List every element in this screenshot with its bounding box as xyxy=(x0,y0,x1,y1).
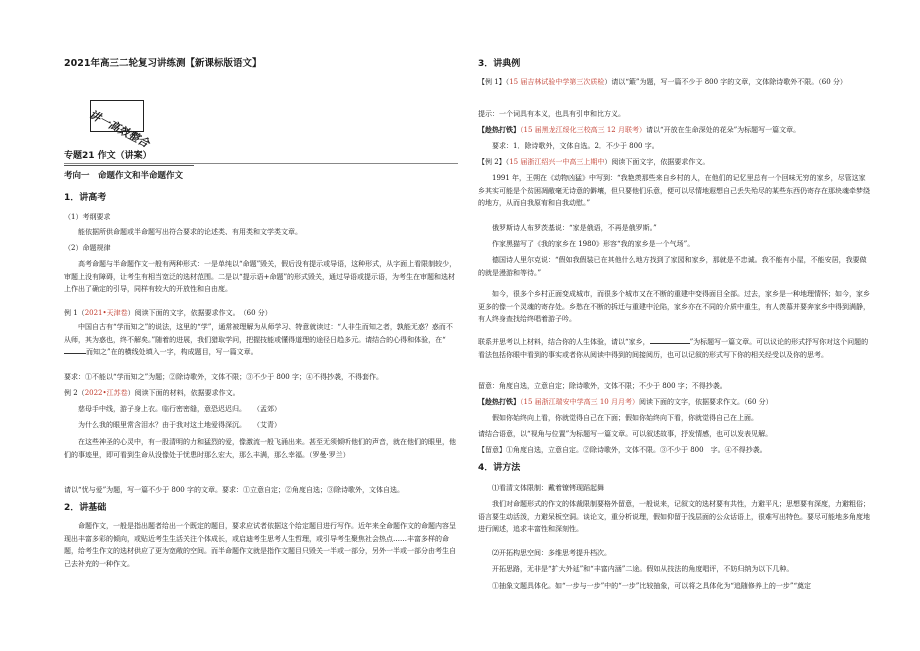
title-blank xyxy=(650,343,690,344)
right-example-2-label: 【例 2】（ xyxy=(478,158,510,166)
practice-2-instruction: 阅读下面的文字，依据要求作文。（60 分） xyxy=(639,398,773,406)
exam-requirement-text: 能依据所供命题或半命题写出符合要求的论述类、有用类和文学类文章。 xyxy=(78,228,302,236)
hometown-note: 留意：角度自选，立意自定；除诗歌外，文体不限；不少于 800 字；不得抄袭。 xyxy=(478,382,727,390)
hometown-prompt xyxy=(478,336,872,361)
example-2-source: 2022•江苏卷 xyxy=(84,389,128,397)
pattern-label: （2）命题规律 xyxy=(64,244,111,252)
example-1-instruction: ）阅读下面的文字，依据要求作文。 （60 分） xyxy=(127,309,272,317)
fill-blank xyxy=(64,353,86,354)
basics-text: 命题作文，一般是指出题者给出一个既定的题目，要求应试者依据这个给定题目进行写作。近年来全命题作文的命题内容呈现出丰富多彩的倾向，或贴近考生生活关注个体成长，或启迪考生思考人生哲理，或引导考生聚焦社会热点……丰富多样的命题，给考生作文的选材供应了更为宽敞的空间。而半命题作文就是指作文题目只毁关一半或一部分，另外一半或一部分由考生自己去补充的一种作文。 xyxy=(64,522,456,568)
heimao-quote: 作家黑猫写了《我的家乡在 1980》形容“我的家乡是一个气场”。 xyxy=(492,240,695,248)
topic-divider xyxy=(64,163,458,164)
method-1-heading: ⑴看清文体限制：戴着镣铐现蹈起舞 xyxy=(492,484,604,492)
document-title: 2021年高三二轮复习讲练测【新课标版语文】 xyxy=(64,58,262,69)
section-jiang-fangfa: 4．讲方法 xyxy=(478,463,521,473)
example-2-requirements: 请以“忧与爱”为题，写一篇不少于 800 字的文章。要求：①立意自定；②角度自选；③除诗歌外，文体自选。 xyxy=(64,486,404,494)
example-1-text xyxy=(64,321,458,359)
perspective-prompt: 请结合语意，以“视角与位置”为标题写一篇文章。可以叙述故事，抒发情感，也可以发表见解。 xyxy=(478,430,773,438)
rilke-quote: 德国诗人里尔克说：“假如我假装已在其他什么地方找到了家园和家乡，那就是不忠诚。我不能有小屋，不能安居，我要做的就是漫游和等待。” xyxy=(478,256,867,277)
section-stamp xyxy=(86,92,158,151)
example-2-instruction: ）阅读下面的材料，依据要求作文。 xyxy=(127,389,240,397)
brodsky-quote: 俄罗斯诗人布罗茨基说：“家是俄语，不再是俄罗斯。” xyxy=(492,224,657,232)
example-2-header xyxy=(64,387,458,400)
stamp-text: 讲一高效整合 xyxy=(86,107,152,151)
example-1-body-end: 而知之”在的横线处填入一字，构成题目，写一篇文章。 xyxy=(86,348,258,356)
example-1-source: 2021•天津卷 xyxy=(84,309,128,317)
hometown-prompt-start: 联系并思考以上材料，结合你的人生体验，请以“家乡， xyxy=(478,338,650,346)
method-2-text: 开拓思路，无非是“扩大外延”和“丰富内涵”二途。假如从技法的角度唱评，不妨归纳为以下几种。 xyxy=(492,565,794,573)
example-2-quote-3: 在这些神圣的心灵中，有一股清明的力和猛烈的爱，像激流一般飞涌出来。甚至无须倾听他们的声音，就在他们的眼里，他们的事迹里，即可看到生命从没像处于忧患时那么宏大，那么丰满，那么幸福。（罗曼·罗兰） xyxy=(64,438,456,459)
example-1-header xyxy=(64,307,458,320)
example-1-requirements: 要求：①不能以“学而知之”为题；②除诗歌外，文体不限；③不少于 800 字；④不得抄袭，不得套作。 xyxy=(64,373,383,381)
example-2-quote-1: 慈母手中线，游子身上衣。临行密密缝，意恐迟迟归。 （孟郊） xyxy=(78,405,281,413)
example-2-label: 例 2（ xyxy=(64,389,85,397)
right-example-2-instruction: ）阅读下面文字，依据要求作文。 xyxy=(604,158,710,166)
method-1-text: 我们对命题形式的作文的体裁限制要格外留意，一般说来，记叙文的选材要有共性，力避平凡；思想要有深度，力避粗俗；语言要生动活泼，力避呆板空洞。谈论文，重分析说理，假如仰留于浅层面的公众话语上，很难写出特色。要尽可能地多角度地进行阐述，追求丰富性和深刻性。 xyxy=(478,500,870,533)
right-example-1-label: 【例 1】（ xyxy=(478,78,510,86)
section-jiang-gaokao: 1．讲高考 xyxy=(64,193,107,203)
pattern-text: 高考命题与半命题作文一般有两种形式：一是单纯以“命题”毁关，假后没有提示或导语，这种形式，从字面上看限制较少，审题上没有障碍，让考生有相当宽泛的选材范围。二是以“提示语+命题”的形式毁关，通过导语或提示语，为考生在审题和选材上作出了确定的引导，同样有较大的开放性和自由度。 xyxy=(64,260,457,293)
direction-heading: 考向一 命题作文和半命题作文 xyxy=(64,171,184,181)
perspective-note: 【留意】①角度自选，立意自定。②除诗歌外，文体不限。③不少于 800 字。④不得抄袭。 xyxy=(478,446,767,454)
hometown-paragraph: 如今，很多个乡村正面变成城市，而很多个城市又在不断的重建中变得面目全部。过去，家乡是一种地理情怀；如今，家乡更多的像一个灵魂的寄存处。乡愁在不断的拆迁与重建中沦陷，家乡亦在不同的介质中重生，有人羡慕并要奔家乡中得到满静，有人终身查找给终唱着游子吟。 xyxy=(478,290,870,323)
perspective-text: 假如你始终向上看，你就觉得自己在下面；假如你始终向下看，你就觉得自己在上面。 xyxy=(492,414,758,422)
right-example-1 xyxy=(478,76,872,89)
practice-2 xyxy=(478,396,872,409)
topic-heading: 专题21 作文（讲案） xyxy=(64,151,152,161)
example-1-label: 例 1（ xyxy=(64,309,85,317)
exam-requirement-label: （1）考纲要求 xyxy=(64,213,111,221)
practice-1-requirements: 要求：1．除诗歌外，文体自选。2．不少于 800 字。 xyxy=(492,142,659,150)
practice-2-label: 【趁热打铁】 xyxy=(478,397,520,406)
practice-2-source: （15 届浙江瑞安中学高三 10 月月考） xyxy=(520,398,639,406)
section-jiang-jichu: 2．讲基础 xyxy=(64,503,107,513)
practice-1-source: （15 届黑龙江绥化三校高三 12 月联考） xyxy=(520,126,646,134)
right-example-1-source: 15 届吉林试验中学第三次质检 xyxy=(509,78,605,86)
right-example-2 xyxy=(478,156,872,169)
example-2-quote-2: 为什么我的眼里常含泪水？由于我对这土地爱得深沉。 （艾青） xyxy=(78,421,281,429)
wang-shuo-quote: 1991 年，王朔在《动物凶猛》中写到：“我艳羡那些来自乡村的人，在他们的记忆里总有一个回味无穷的家乡，尽管这家乡其实可能是个贫困凋敝毫无诗意的僻壤，但只要他们乐意，便可以尽情地遐想自己丢失殆尽的某些东西仍寄存在那块魂牵梦绕的地方，从而自我原宥和自我动慰。” xyxy=(478,174,870,207)
right-example-1-instruction: ）请以“簸”为题，写一篇不少于 800 字的文章，文体除诗歌外不限。（60 分） xyxy=(604,78,847,86)
example-1-body: 中国自古有“学而知之”的说法，这里的“学”，通常被理解为从师学习、特意就读过：“人非生而知之者，孰能无惑？惑而不从师，其为惑也，终不解矣。”随着的进展，我们猎取学问，把握技能或懂得道理的途径日趋多元。请结合的心得和体验，在“ xyxy=(64,323,453,344)
method-2-heading: ⑵开拓构思空间：多维思考提升档次。 xyxy=(492,549,611,557)
right-example-2-source: 15 届浙江绍兴一中高三上期中 xyxy=(509,158,605,166)
practice-1-instruction: 请以“开放在生命深处的花朵”为标题写一篇文章。 xyxy=(646,126,801,134)
practice-1-label: 【趁热打铁】 xyxy=(478,125,520,134)
hometown-prompt-end: ”为标题写一篇文章。可以议论的形式抒写你对这个问题的看法包括你眼中看到的事实或者你从阅读中得到的间接阅历，也可以记叙的形式写下你的相关经受以及你的思考。 xyxy=(478,338,869,359)
method-2-point-1: ①抽象文题具体化。如“一步与一步”中的“一步”比较抽象，可以将之具体化为“追随修养上的一步”“奠定 xyxy=(492,582,812,590)
section-jiang-dianli: 3．讲典例 xyxy=(478,59,521,69)
hint-text: 提示：一个词具有本义，也具有引申和比方义。 xyxy=(478,110,625,118)
practice-1 xyxy=(478,124,872,137)
